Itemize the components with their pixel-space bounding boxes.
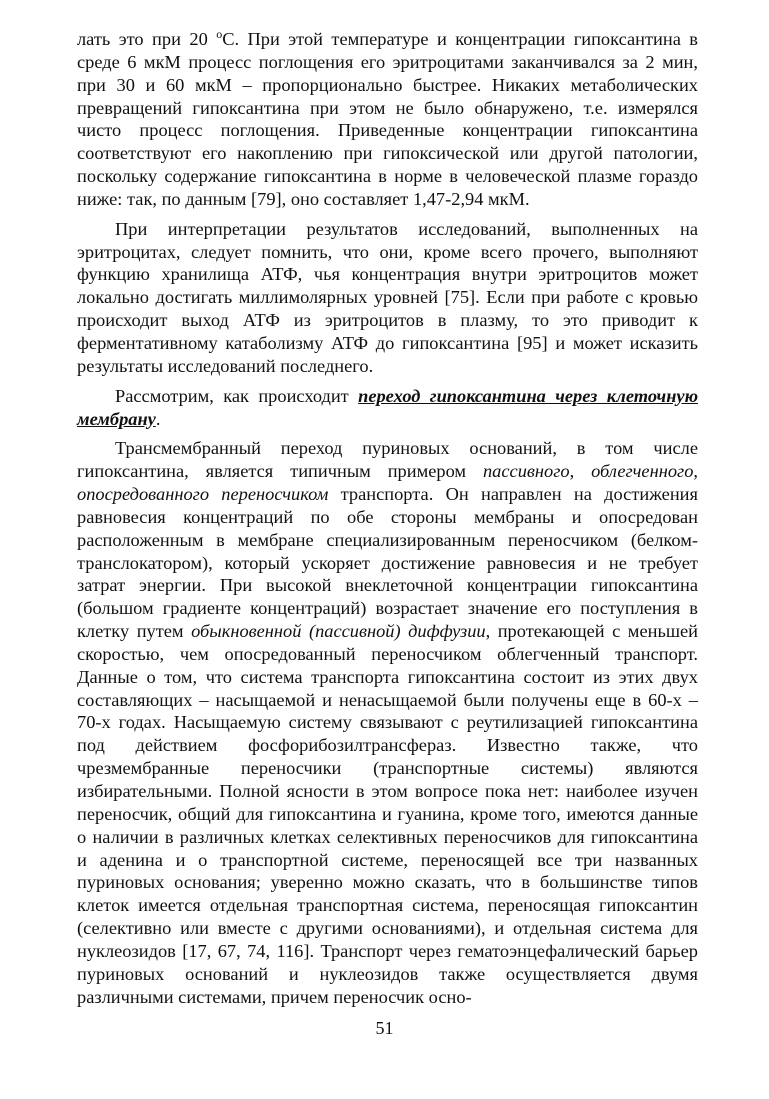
text-run: Трансмембранный переход пуриновых оснований, в том числе гипоксантина, является типичным примером xyxy=(77,438,698,482)
italic-term: облегченного xyxy=(591,461,694,482)
paragraph-p3 xyxy=(77,385,698,431)
text-run: лать это при 20 xyxy=(77,29,217,49)
page-body xyxy=(77,28,698,1008)
text-run: , протекающей с меньшей скоростью, чем опосредованный переносчиком облегченный транспорт. Данные о том, что система транспорта гипоксантина состоит из этих двух составляющих – насыщаемой и ненасыщаемой были получены еще в 60-х – 70-х годах. Насыщаемую систему связывают с реутилизацией гипоксантина под действием фосфорибозилтрансфераз. Известно также, что чрезмембранные переносчики (транспортные системы) являются избирательными. Полной ясности в этом вопросе пока нет: наиболее изучен переносчик, общий для гипоксантина и гуанина, кроме того, имеются данные о наличии в различных клетках селективных переносчиков для гипоксантина и аденина и о транспортной системе, переносящей все три названных пуриновых основания; уверенно можно сказать, что в большинстве типов клеток имеется отдельная транспортная система, переносящая гипоксантин (селективно или вместе с другими основаниями), и отдельная система для нуклеозидов [17, 67, 74, 116]. Транспорт через гематоэнцефалический барьер пуриновых оснований и нуклеозидов также осуществляется двумя различными системами, причем переносчик осно- xyxy=(77,621,698,1007)
paragraph-p2 xyxy=(77,218,698,378)
italic-term: обыкновенной (пассивной) диффузии xyxy=(191,621,486,642)
paragraph-gap xyxy=(77,430,698,437)
italic-term: пассивного xyxy=(482,461,570,482)
paragraph-p4 xyxy=(77,437,698,1008)
emphasized-heading-phrase: переход гипоксантина через клеточную мембрану xyxy=(77,385,698,429)
text-run: . xyxy=(155,408,161,429)
text-run: , xyxy=(693,461,699,482)
superscript-degree: o xyxy=(216,27,223,41)
text-run: , xyxy=(569,461,592,482)
text-run: транспорта. Он направлен на достижения равновесия концентраций по обе стороны мембраны и опосредован расположенным в мембране специализированным переносчиком (белком-транслокатором), который ускоряет достижение равновесия и не требует затрат энергии. При высокой внеклеточной концентрации гипоксантина (большом градиенте концентраций) возрастает значение его поступления в клетку путем xyxy=(77,484,698,642)
page-number: 51 xyxy=(375,1018,394,1038)
text-run: С. При этой температуре и концентрации гипоксантина в среде 6 мкМ процесс поглощения его эритроцитами заканчивался за 2 мин, при 30 и 60 мкМ – пропорционально быстрее. Никаких метаболических превращений гипоксантина при этом не было обнаружено, т.е. измерялся чисто процесс поглощения. Приведенные концентрации гипоксантина соответствуют его накоплению при гипоксической или другой патологии, поскольку содержание гипоксантина в норме в человеческой плазме гораздо ниже: так, по данным [79], оно составляет 1,47-2,94 мкМ. xyxy=(77,29,698,209)
text-run: Рассмотрим, как происходит xyxy=(115,385,359,406)
text-run: При интерпретации результатов исследований, выполненных на эритроцитах, следует помнить, что они, кроме всего прочего, выполняют функцию хранилища АТФ, чья концентрация внутри эритроцитов может локально достигать миллимолярных уровней [75]. Если при работе с кровью происходит выход АТФ из эритроцитов в плазму, то это приводит к ферментативному катаболизму АТФ до гипоксантина [95] и может исказить результаты исследований последнего. xyxy=(77,218,698,376)
paragraph-p1 xyxy=(77,28,698,211)
paragraph-gap xyxy=(77,378,698,385)
italic-term: опосредованного переносчиком xyxy=(77,484,329,505)
paragraph-gap xyxy=(77,211,698,218)
